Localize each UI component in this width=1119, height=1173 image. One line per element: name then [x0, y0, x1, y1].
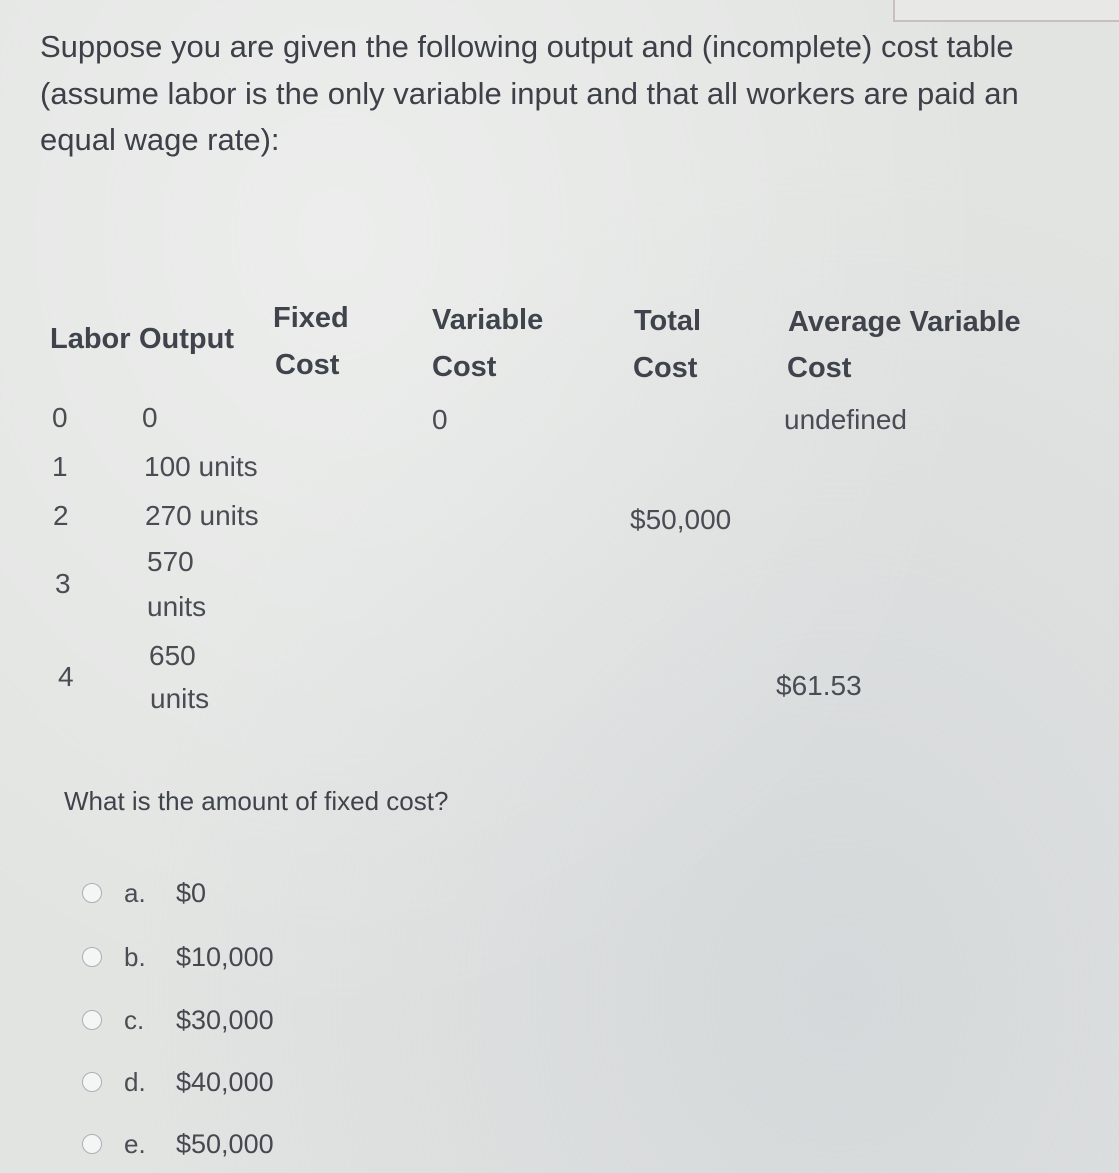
row3-output-line2: units	[147, 591, 207, 622]
header-total-cost-line1: Total	[634, 305, 702, 337]
row1-labor: 1	[52, 451, 68, 482]
row0-labor: 0	[52, 402, 68, 433]
header-avc-line2: Cost	[787, 352, 852, 384]
top-right-box	[893, 0, 1119, 22]
row1-output: 100 units	[144, 451, 258, 482]
row0-variable-cost: 0	[432, 404, 448, 435]
header-fixed-cost-line1: Fixed	[273, 302, 349, 334]
option-letter: e.	[124, 1128, 146, 1159]
header-fixed-cost-line2: Cost	[275, 349, 340, 381]
radio-button-icon[interactable]	[82, 1010, 102, 1030]
option-e[interactable]	[82, 1124, 274, 1164]
row3-output-line1: 570	[147, 546, 194, 577]
intro-paragraph: Suppose you are given the following output and (incomplete) cost table (assume labor is the only variable input and that all workers are paid an equal wage rate):	[40, 29, 1019, 157]
row2-total-cost: $50,000	[630, 504, 732, 535]
question-text: What is the amount of fixed cost?	[64, 786, 449, 816]
option-text: $40,000	[176, 1066, 274, 1097]
radio-button-icon[interactable]	[82, 1072, 102, 1092]
header-output: Output	[139, 323, 235, 355]
header-variable-cost-line1: Variable	[432, 304, 544, 336]
radio-button-icon[interactable]	[82, 883, 102, 903]
header-total-cost-line2: Cost	[633, 352, 698, 384]
option-text: $10,000	[176, 941, 274, 972]
row4-output-line1: 650	[149, 640, 196, 671]
radio-button-icon[interactable]	[82, 947, 102, 967]
option-c[interactable]	[82, 1000, 274, 1040]
option-letter: d.	[124, 1066, 146, 1097]
row2-labor: 2	[53, 500, 69, 531]
header-avc-line1: Average Variable	[788, 306, 1021, 338]
option-text: $30,000	[176, 1004, 274, 1035]
header-variable-cost-line2: Cost	[432, 351, 497, 383]
row4-avc: $61.53	[776, 670, 862, 701]
option-letter: c.	[124, 1004, 145, 1035]
row3-labor: 3	[55, 568, 71, 599]
row4-labor: 4	[58, 661, 74, 692]
row0-output: 0	[142, 402, 158, 433]
option-text: $0	[176, 877, 207, 908]
option-a[interactable]	[82, 873, 206, 913]
option-text: $50,000	[176, 1128, 274, 1159]
row0-avc: undefined	[784, 404, 908, 435]
row2-output: 270 units	[145, 500, 259, 531]
option-b[interactable]	[82, 937, 274, 977]
option-letter: b.	[124, 941, 146, 972]
option-letter: a.	[124, 877, 146, 908]
row4-output-line2: units	[150, 683, 210, 714]
radio-button-icon[interactable]	[82, 1134, 102, 1154]
header-labor: Labor	[50, 323, 131, 355]
option-d[interactable]	[82, 1062, 274, 1102]
